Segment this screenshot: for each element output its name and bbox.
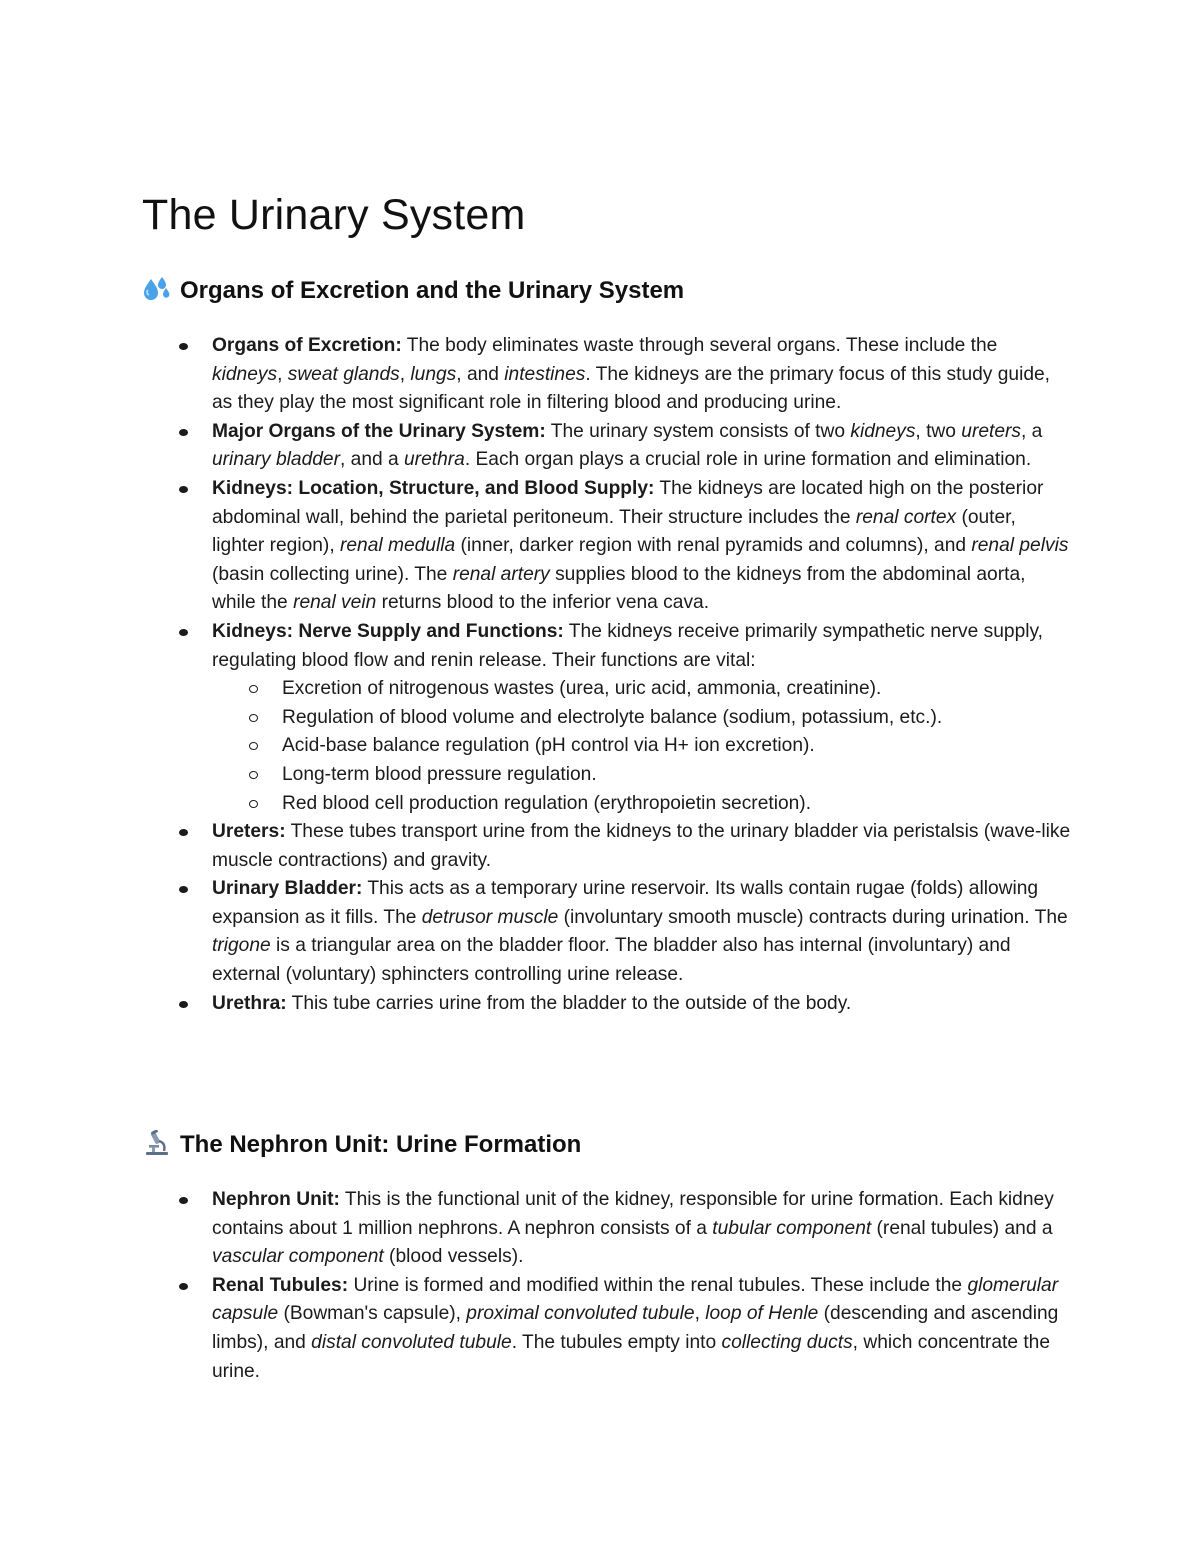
item-label: Major Organs of the Urinary System: [212,420,546,442]
document-title: The Urinary System [142,191,526,239]
item-label: Nephron Unit: [212,1189,340,1210]
item-label: Organs of Excretion: [212,335,402,356]
sub-list-item: Long-term blood pressure regulation. [282,761,1072,790]
section-heading-text: The Nephron Unit: Urine Formation [180,1131,582,1158]
sub-list-item: Acid-base balance regulation (pH control via H+ ion excretion). [282,732,1072,761]
item-label: Renal Tubules: [212,1274,349,1296]
sub-list-item: Excretion of nitrogenous wastes (urea, uric acid, ammonia, creatinine). [282,675,1072,704]
list-item: Urinary Bladder: This acts as a temporary urine reservoir. Its walls contain rugae (folds) allowing expansion as it fills. The detrusor muscle (involuntary smooth muscle) contracts during urination. The trigone is a triangular area on the bladder floor. The bladder also has internal (involuntary) and external (voluntary) sphincters controlling urine release. [212,875,1072,989]
item-label: Kidneys: Nerve Supply and Functions: [212,620,564,642]
nephron-bullet-list [212,1186,1072,1386]
sub-list-item: Regulation of blood volume and electrolyte balance (sodium, potassium, etc.). [282,704,1072,733]
item-label: Urethra: [212,992,287,1014]
list-item: Urethra: This tube carries urine from the bladder to the outside of the body. [212,990,1072,1019]
list-item: Kidneys: Nerve Supply and Functions: The kidneys receive primarily sympathetic nerve supply, regulating blood flow and renin release. Their functions are vital: Excretion of nitrogenous wastes (urea, uric acid, ammonia, creatinine). Regulation of blood volume and electrolyte balance (sodium, potassium, etc.). Acid-base balance regulation (pH control via H+ ion excretion). Long-term blood pressure regulation. Red blood cell production regulation (erythropoietin secretion). [212,618,1072,818]
item-label: Kidneys: Location, Structure, and Blood Supply: [212,477,655,499]
organs-bullet-list [212,332,1072,1018]
sweat-droplets-icon [142,276,172,302]
list-item: Organs of Excretion: The body eliminates waste through several organs. These include the kidneys, sweat glands, lungs, and intestines. The kidneys are the primary focus of this study guide, as they play the most significant role in filtering blood and producing urine. [212,332,1072,418]
section-heading-nephron [142,1129,581,1161]
item-label: Urinary Bladder: [212,878,363,900]
kidney-functions-list [212,675,1072,818]
list-item: Ureters: These tubes transport urine from the kidneys to the urinary bladder via peristalsis (wave-like muscle contractions) and gravity. [212,818,1072,875]
sub-list-item: Red blood cell production regulation (erythropoietin secretion). [282,790,1072,819]
microscope-icon [142,1130,172,1156]
list-item: Nephron Unit: This is the functional unit of the kidney, responsible for urine formation. Each kidney contains about 1 million nephrons. A nephron consists of a tubular component (renal tubules) and a vascular component (blood vessels). [212,1186,1072,1272]
list-item: Major Organs of the Urinary System: The urinary system consists of two kidneys, two ureters, a urinary bladder, and a urethra. Each organ plays a crucial role in urine formation and elimination. [212,418,1072,475]
section-heading-text: Organs of Excretion and the Urinary System [180,277,685,304]
section-heading-organs [142,275,684,307]
list-item: Kidneys: Location, Structure, and Blood Supply: The kidneys are located high on the posterior abdominal wall, behind the parietal peritoneum. Their structure includes the renal cortex (outer, lighter region), renal medulla (inner, darker region with renal pyramids and columns), and renal pelvis (basin collecting urine). The renal artery supplies blood to the kidneys from the abdominal aorta, while the renal vein returns blood to the inferior vena cava. [212,475,1072,618]
list-item: Renal Tubules: Urine is formed and modified within the renal tubules. These include the glomerular capsule (Bowman's capsule), proximal convoluted tubule, loop of Henle (descending and ascending limbs), and distal convoluted tubule. The tubules empty into collecting ducts, which concentrate the urine. [212,1272,1072,1386]
item-label: Ureters: [212,821,286,843]
